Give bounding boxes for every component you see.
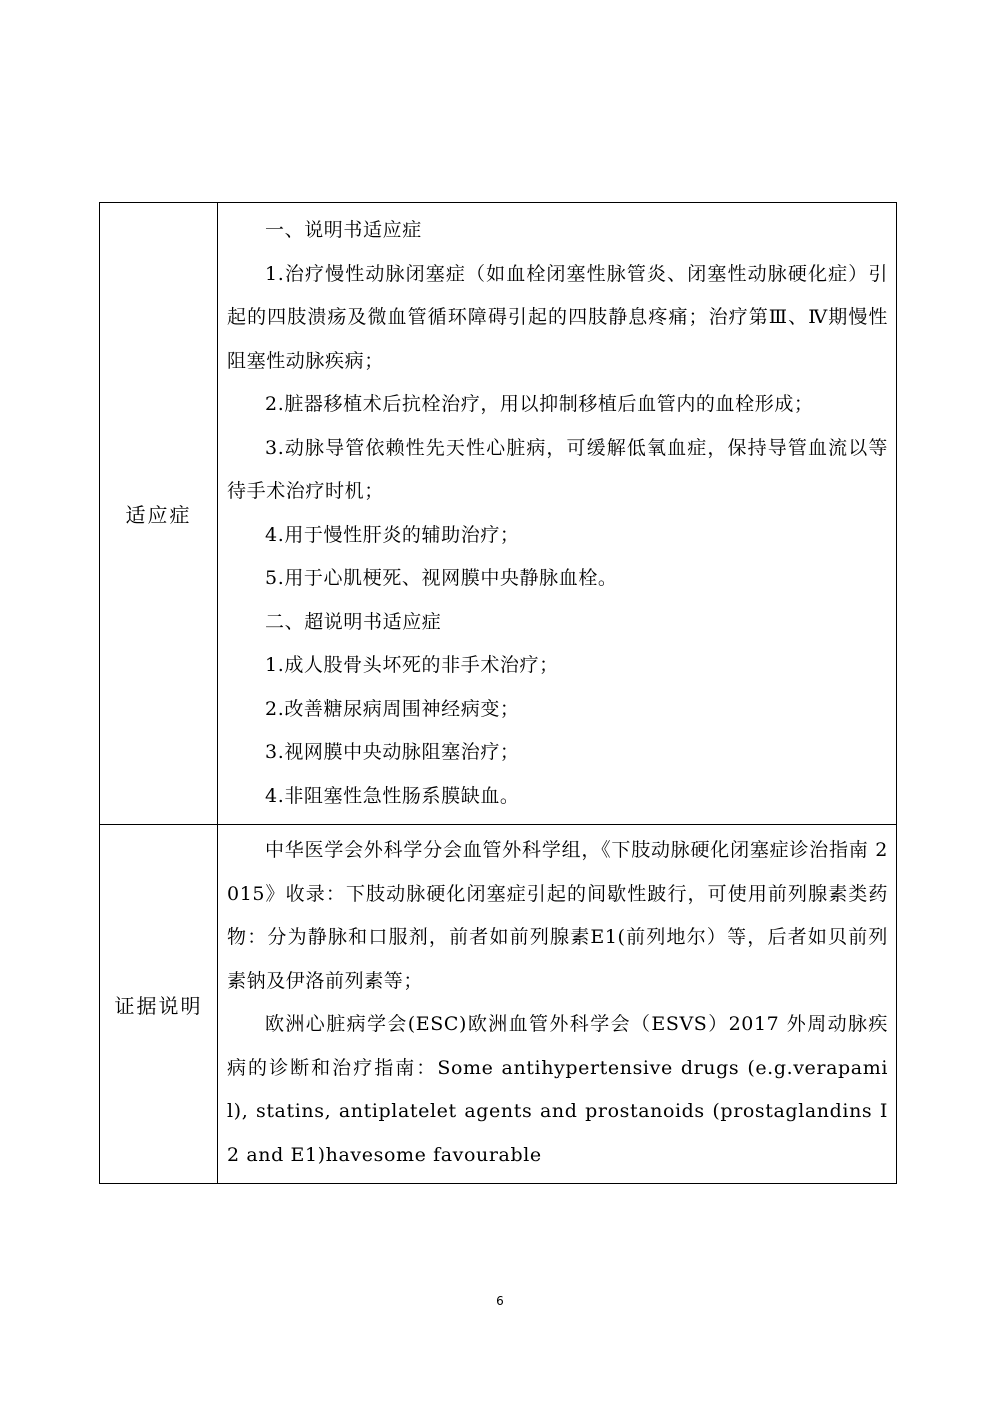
evidence-paragraph-chinese-guideline: 中华医学会外科学分会血管外科学组，《下肢动脉硬化闭塞症诊治指南 2015》收录：下肢动脉硬化闭塞症引起的间歇性跛行，可使用前列腺素类药物：分为静脉和口服剂，前者如前列腺素E1(前列地尔）等，后者如贝前列素钠及伊洛前列素等；	[227, 839, 888, 992]
table-row-evidence	[100, 825, 897, 1184]
evidence-content	[218, 825, 897, 1184]
indications-content	[218, 203, 897, 825]
off-label-item: 3.视网膜中央动脉阻塞治疗；	[265, 741, 520, 763]
indication-item: 5.用于心肌梗死、视网膜中央静脉血栓。	[265, 567, 618, 589]
table-row-indications	[100, 203, 897, 825]
indication-item: 1.治疗慢性动脉闭塞症（如血栓闭塞性脉管炎、闭塞性动脉硬化症）引起的四肢溃疡及微血管循环障碍引起的四肢静息疼痛；治疗第Ⅲ、Ⅳ期慢性阻塞性动脉疾病；	[227, 262, 888, 372]
off-label-item: 1.成人股骨头坏死的非手术治疗；	[265, 654, 559, 676]
off-label-item: 2.改善糖尿病周围神经病变；	[265, 697, 520, 720]
section-heading-off-label-indications: 二、超说明书适应症	[265, 610, 442, 633]
indication-item: 3.动脉导管依赖性先天性心脏病，可缓解低氧血症，保持导管血流以等待手术治疗时机；	[227, 436, 888, 502]
page-number: 6	[496, 1294, 504, 1308]
row-label-indications: 适应症	[100, 203, 218, 825]
section-heading-label-indications: 一、说明书适应症	[265, 219, 422, 241]
indication-table	[99, 202, 897, 1184]
indication-item: 2.脏器移植术后抗栓治疗，用以抑制移植后血管内的血栓形成；	[265, 393, 814, 415]
evidence-paragraph-esc-guideline: 欧洲心脏病学会(ESC)欧洲血管外科学会（ESVS）2017 外周动脉疾病的诊断和治疗指南：Some antihypertensive drugs (e.g.verapamil), statins, antiplatelet agents and prostanoids (prostaglandins I2 and E1)havesome favourable	[227, 1013, 888, 1166]
row-label-evidence: 证据说明	[100, 825, 218, 1184]
indication-item: 4.用于慢性肝炎的辅助治疗；	[265, 523, 520, 546]
off-label-item: 4.非阻塞性急性肠系膜缺血。	[265, 784, 520, 807]
